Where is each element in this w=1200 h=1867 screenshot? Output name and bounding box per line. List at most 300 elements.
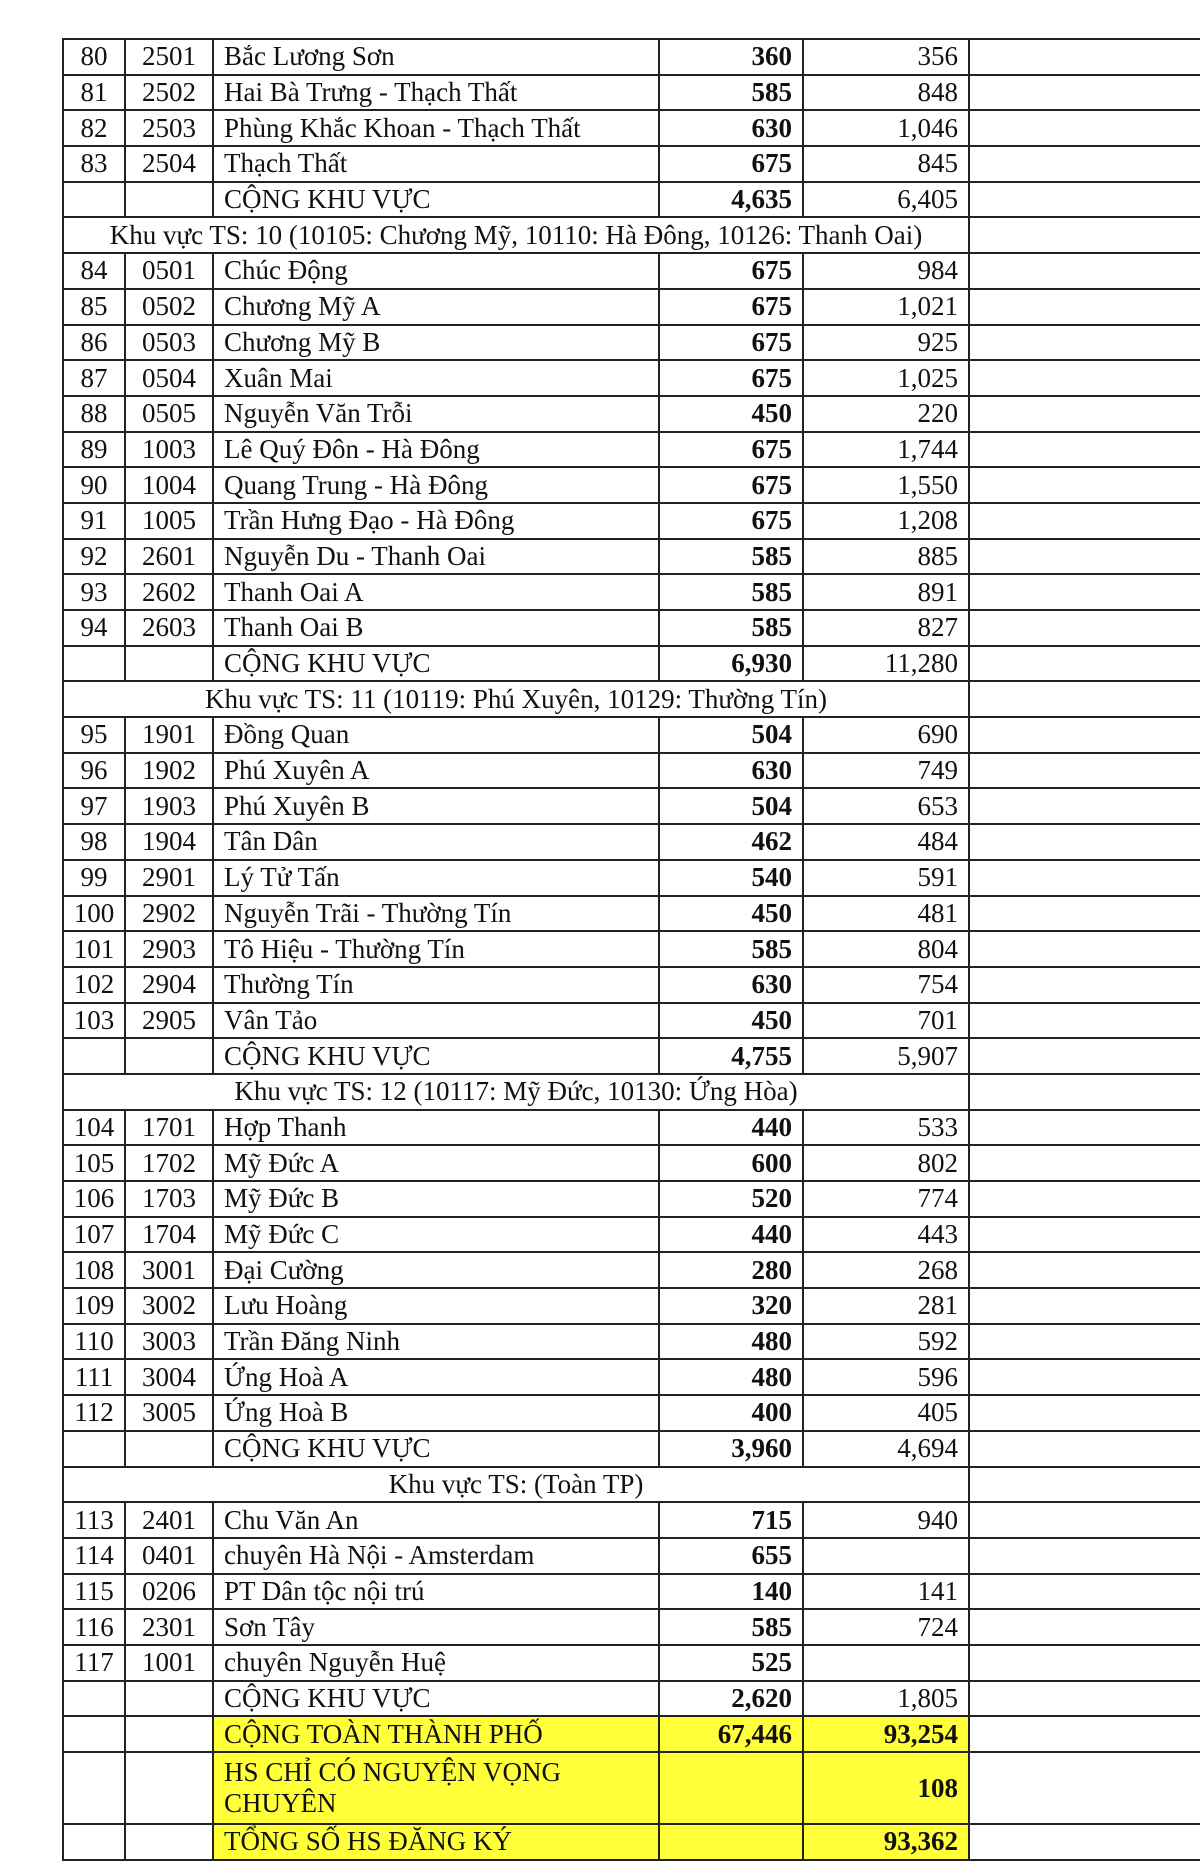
registered-value: 891 bbox=[803, 574, 969, 610]
region-label: Khu vực TS: 11 (10119: Phú Xuyên, 10129: Thường Tín) bbox=[63, 681, 969, 717]
registered-value: 827 bbox=[803, 610, 969, 646]
registered-value: 774 bbox=[803, 1181, 969, 1217]
school-code: 2602 bbox=[125, 574, 213, 610]
row-number: 111 bbox=[63, 1359, 125, 1395]
quota-value: 4,755 bbox=[659, 1038, 803, 1074]
total-label: CỘNG KHU VỰC bbox=[213, 1681, 659, 1717]
school-row bbox=[63, 717, 1200, 753]
quota-value: 675 bbox=[659, 325, 803, 361]
row-number: 93 bbox=[63, 574, 125, 610]
quota-value: 675 bbox=[659, 253, 803, 289]
school-row bbox=[63, 1145, 1200, 1181]
school-name: Ứng Hoà B bbox=[213, 1395, 659, 1431]
registered-value: 1,805 bbox=[803, 1681, 969, 1717]
quota-value: 540 bbox=[659, 860, 803, 896]
empty-cell bbox=[969, 539, 1200, 575]
quota-value: 630 bbox=[659, 110, 803, 146]
empty-cell bbox=[969, 1395, 1200, 1431]
school-row bbox=[63, 610, 1200, 646]
school-code bbox=[125, 1431, 213, 1467]
registered-value: 141 bbox=[803, 1574, 969, 1610]
registered-value: 1,021 bbox=[803, 289, 969, 325]
quota-value: 675 bbox=[659, 503, 803, 539]
empty-cell bbox=[969, 1252, 1200, 1288]
school-code: 1903 bbox=[125, 788, 213, 824]
quota-value: 585 bbox=[659, 1609, 803, 1645]
registered-value: 845 bbox=[803, 146, 969, 182]
school-row bbox=[63, 824, 1200, 860]
school-code: 1901 bbox=[125, 717, 213, 753]
school-code: 2301 bbox=[125, 1609, 213, 1645]
empty-cell bbox=[969, 396, 1200, 432]
region-header-row bbox=[63, 681, 1200, 717]
region-header-row bbox=[63, 1074, 1200, 1110]
registered-value: 591 bbox=[803, 860, 969, 896]
quota-value bbox=[659, 1752, 803, 1824]
empty-cell bbox=[969, 753, 1200, 789]
empty-cell bbox=[969, 1110, 1200, 1146]
school-name: Phú Xuyên B bbox=[213, 788, 659, 824]
school-name: Chúc Động bbox=[213, 253, 659, 289]
school-code: 3003 bbox=[125, 1324, 213, 1360]
empty-cell bbox=[969, 289, 1200, 325]
school-name: Trần Hưng Đạo - Hà Đông bbox=[213, 503, 659, 539]
row-number: 97 bbox=[63, 788, 125, 824]
school-code bbox=[125, 182, 213, 218]
row-number: 99 bbox=[63, 860, 125, 896]
school-row bbox=[63, 1359, 1200, 1395]
quota-value: 585 bbox=[659, 574, 803, 610]
school-code: 2603 bbox=[125, 610, 213, 646]
school-row bbox=[63, 1181, 1200, 1217]
empty-cell bbox=[969, 967, 1200, 1003]
empty-cell bbox=[969, 360, 1200, 396]
row-number: 98 bbox=[63, 824, 125, 860]
quota-value: 280 bbox=[659, 1252, 803, 1288]
quota-value: 462 bbox=[659, 824, 803, 860]
registered-value: 1,208 bbox=[803, 503, 969, 539]
school-code: 1701 bbox=[125, 1110, 213, 1146]
empty-cell bbox=[969, 1288, 1200, 1324]
school-row bbox=[63, 1395, 1200, 1431]
quota-value: 520 bbox=[659, 1181, 803, 1217]
school-name: Thanh Oai A bbox=[213, 574, 659, 610]
empty-cell bbox=[969, 860, 1200, 896]
quota-value: 450 bbox=[659, 1003, 803, 1039]
school-row bbox=[63, 503, 1200, 539]
row-number: 100 bbox=[63, 896, 125, 932]
empty-cell bbox=[969, 1502, 1200, 1538]
registered-value: 1,744 bbox=[803, 432, 969, 468]
quota-value: 504 bbox=[659, 788, 803, 824]
school-code: 3002 bbox=[125, 1288, 213, 1324]
empty-cell bbox=[969, 1609, 1200, 1645]
quota-value: 480 bbox=[659, 1359, 803, 1395]
school-row bbox=[63, 1324, 1200, 1360]
total-label: TỔNG SỐ HS ĐĂNG KÝ bbox=[213, 1824, 659, 1860]
school-code: 0401 bbox=[125, 1538, 213, 1574]
quota-value: 450 bbox=[659, 396, 803, 432]
quota-value: 320 bbox=[659, 1288, 803, 1324]
empty-cell bbox=[969, 39, 1200, 75]
empty-cell bbox=[969, 574, 1200, 610]
registered-value bbox=[803, 1538, 969, 1574]
registered-value: 93,362 bbox=[803, 1824, 969, 1860]
quota-value bbox=[659, 1824, 803, 1860]
empty-cell bbox=[969, 1824, 1200, 1860]
school-code: 1702 bbox=[125, 1145, 213, 1181]
registered-value: 11,280 bbox=[803, 646, 969, 682]
school-name: Lê Quý Đôn - Hà Đông bbox=[213, 432, 659, 468]
school-name: Thạch Thất bbox=[213, 146, 659, 182]
row-number: 96 bbox=[63, 753, 125, 789]
row-number: 80 bbox=[63, 39, 125, 75]
quota-value: 585 bbox=[659, 75, 803, 111]
registered-value: 804 bbox=[803, 931, 969, 967]
school-code: 0501 bbox=[125, 253, 213, 289]
row-number: 109 bbox=[63, 1288, 125, 1324]
row-number: 84 bbox=[63, 253, 125, 289]
registered-value: 1,025 bbox=[803, 360, 969, 396]
school-code: 2504 bbox=[125, 146, 213, 182]
empty-cell bbox=[969, 1467, 1200, 1503]
school-code: 1001 bbox=[125, 1645, 213, 1681]
school-code: 2905 bbox=[125, 1003, 213, 1039]
school-code bbox=[125, 1752, 213, 1824]
registered-value: 754 bbox=[803, 967, 969, 1003]
registered-value: 984 bbox=[803, 253, 969, 289]
registered-value: 749 bbox=[803, 753, 969, 789]
subtotal-row bbox=[63, 1038, 1200, 1074]
registered-value bbox=[803, 1645, 969, 1681]
school-row bbox=[63, 1502, 1200, 1538]
registered-value: 885 bbox=[803, 539, 969, 575]
quota-value: 400 bbox=[659, 1395, 803, 1431]
school-code: 1904 bbox=[125, 824, 213, 860]
empty-cell bbox=[969, 646, 1200, 682]
quota-value: 585 bbox=[659, 931, 803, 967]
school-code bbox=[125, 646, 213, 682]
row-number: 90 bbox=[63, 467, 125, 503]
quota-value: 630 bbox=[659, 967, 803, 1003]
empty-cell bbox=[969, 467, 1200, 503]
total-label: CỘNG KHU VỰC bbox=[213, 1431, 659, 1467]
empty-cell bbox=[969, 1716, 1200, 1752]
region-label: Khu vực TS: 12 (10117: Mỹ Đức, 10130: Ứng Hòa) bbox=[63, 1074, 969, 1110]
school-name: Nguyễn Du - Thanh Oai bbox=[213, 539, 659, 575]
quota-value: 6,930 bbox=[659, 646, 803, 682]
quota-value: 4,635 bbox=[659, 182, 803, 218]
school-row bbox=[63, 860, 1200, 896]
quota-value: 675 bbox=[659, 360, 803, 396]
school-row bbox=[63, 931, 1200, 967]
registered-value: 848 bbox=[803, 75, 969, 111]
school-code: 0504 bbox=[125, 360, 213, 396]
registered-value: 108 bbox=[803, 1752, 969, 1824]
registered-value: 93,254 bbox=[803, 1716, 969, 1752]
quota-value: 2,620 bbox=[659, 1681, 803, 1717]
empty-cell bbox=[969, 1431, 1200, 1467]
school-code: 1704 bbox=[125, 1217, 213, 1253]
registered-value: 802 bbox=[803, 1145, 969, 1181]
row-number: 112 bbox=[63, 1395, 125, 1431]
registered-value: 701 bbox=[803, 1003, 969, 1039]
empty-cell bbox=[969, 1074, 1200, 1110]
subtotal-row bbox=[63, 1431, 1200, 1467]
empty-cell bbox=[969, 1003, 1200, 1039]
total-label: CỘNG TOÀN THÀNH PHỐ bbox=[213, 1716, 659, 1752]
school-code: 2501 bbox=[125, 39, 213, 75]
row-number bbox=[63, 1681, 125, 1717]
school-row bbox=[63, 360, 1200, 396]
empty-cell bbox=[969, 146, 1200, 182]
school-name: Đồng Quan bbox=[213, 717, 659, 753]
school-code: 1004 bbox=[125, 467, 213, 503]
school-row bbox=[63, 896, 1200, 932]
row-number: 114 bbox=[63, 1538, 125, 1574]
school-row bbox=[63, 1110, 1200, 1146]
empty-cell bbox=[969, 896, 1200, 932]
row-number: 88 bbox=[63, 396, 125, 432]
registered-value: 596 bbox=[803, 1359, 969, 1395]
empty-cell bbox=[969, 1538, 1200, 1574]
row-number: 94 bbox=[63, 610, 125, 646]
registered-value: 356 bbox=[803, 39, 969, 75]
empty-cell bbox=[969, 610, 1200, 646]
school-name: Mỹ Đức A bbox=[213, 1145, 659, 1181]
subtotal-row bbox=[63, 646, 1200, 682]
school-name: Sơn Tây bbox=[213, 1609, 659, 1645]
school-name: Mỹ Đức C bbox=[213, 1217, 659, 1253]
school-name: Hai Bà Trưng - Thạch Thất bbox=[213, 75, 659, 111]
row-number: 115 bbox=[63, 1574, 125, 1610]
school-name: Thường Tín bbox=[213, 967, 659, 1003]
school-code: 2503 bbox=[125, 110, 213, 146]
row-number bbox=[63, 1824, 125, 1860]
quota-value: 715 bbox=[659, 1502, 803, 1538]
grand-total-row bbox=[63, 1716, 1200, 1752]
school-row bbox=[63, 1003, 1200, 1039]
school-name: Nguyễn Văn Trỗi bbox=[213, 396, 659, 432]
empty-cell bbox=[969, 681, 1200, 717]
registered-value: 268 bbox=[803, 1252, 969, 1288]
school-name: chuyên Nguyễn Huệ bbox=[213, 1645, 659, 1681]
school-row bbox=[63, 432, 1200, 468]
registered-value: 405 bbox=[803, 1395, 969, 1431]
quota-value: 525 bbox=[659, 1645, 803, 1681]
empty-cell bbox=[969, 717, 1200, 753]
school-name: Hợp Thanh bbox=[213, 1110, 659, 1146]
school-name: Chu Văn An bbox=[213, 1502, 659, 1538]
row-number: 91 bbox=[63, 503, 125, 539]
registered-value: 592 bbox=[803, 1324, 969, 1360]
school-code bbox=[125, 1824, 213, 1860]
empty-cell bbox=[969, 182, 1200, 218]
registered-value: 925 bbox=[803, 325, 969, 361]
quota-value: 600 bbox=[659, 1145, 803, 1181]
school-code: 3005 bbox=[125, 1395, 213, 1431]
school-code: 2401 bbox=[125, 1502, 213, 1538]
registered-value: 484 bbox=[803, 824, 969, 860]
school-row bbox=[63, 1645, 1200, 1681]
row-number bbox=[63, 1038, 125, 1074]
school-code bbox=[125, 1038, 213, 1074]
registered-value: 5,907 bbox=[803, 1038, 969, 1074]
empty-cell bbox=[969, 1038, 1200, 1074]
school-code: 1703 bbox=[125, 1181, 213, 1217]
row-number: 86 bbox=[63, 325, 125, 361]
row-number: 110 bbox=[63, 1324, 125, 1360]
row-number: 82 bbox=[63, 110, 125, 146]
school-row bbox=[63, 325, 1200, 361]
school-name: Vân Tảo bbox=[213, 1003, 659, 1039]
empty-cell bbox=[969, 931, 1200, 967]
registered-value: 1,550 bbox=[803, 467, 969, 503]
school-row bbox=[63, 75, 1200, 111]
region-label: Khu vực TS: (Toàn TP) bbox=[63, 1467, 969, 1503]
school-name: Lý Tử Tấn bbox=[213, 860, 659, 896]
school-row bbox=[63, 467, 1200, 503]
row-number: 92 bbox=[63, 539, 125, 575]
quota-value: 67,446 bbox=[659, 1716, 803, 1752]
row-number: 107 bbox=[63, 1217, 125, 1253]
empty-cell bbox=[969, 824, 1200, 860]
row-number bbox=[63, 1431, 125, 1467]
row-number bbox=[63, 182, 125, 218]
school-name: Tân Dân bbox=[213, 824, 659, 860]
school-name: Ứng Hoà A bbox=[213, 1359, 659, 1395]
row-number: 116 bbox=[63, 1609, 125, 1645]
school-name: Mỹ Đức B bbox=[213, 1181, 659, 1217]
school-row bbox=[63, 1217, 1200, 1253]
quota-value: 360 bbox=[659, 39, 803, 75]
school-code: 3001 bbox=[125, 1252, 213, 1288]
school-name: Trần Đăng Ninh bbox=[213, 1324, 659, 1360]
school-code: 1003 bbox=[125, 432, 213, 468]
registered-value: 481 bbox=[803, 896, 969, 932]
registered-value: 724 bbox=[803, 1609, 969, 1645]
school-code bbox=[125, 1681, 213, 1717]
empty-cell bbox=[969, 1574, 1200, 1610]
quota-value: 675 bbox=[659, 467, 803, 503]
school-code: 1005 bbox=[125, 503, 213, 539]
quota-value: 630 bbox=[659, 753, 803, 789]
school-name: Quang Trung - Hà Đông bbox=[213, 467, 659, 503]
row-number bbox=[63, 646, 125, 682]
school-row bbox=[63, 1288, 1200, 1324]
row-number: 89 bbox=[63, 432, 125, 468]
school-name: Nguyễn Trãi - Thường Tín bbox=[213, 896, 659, 932]
quota-value: 450 bbox=[659, 896, 803, 932]
registered-value: 220 bbox=[803, 396, 969, 432]
school-name: Lưu Hoàng bbox=[213, 1288, 659, 1324]
school-code: 0502 bbox=[125, 289, 213, 325]
school-row bbox=[63, 253, 1200, 289]
subtotal-row bbox=[63, 182, 1200, 218]
school-row bbox=[63, 967, 1200, 1003]
quota-value: 675 bbox=[659, 432, 803, 468]
total-label: CỘNG KHU VỰC bbox=[213, 646, 659, 682]
school-name: Chương Mỹ A bbox=[213, 289, 659, 325]
school-name: Phùng Khắc Khoan - Thạch Thất bbox=[213, 110, 659, 146]
school-row bbox=[63, 1609, 1200, 1645]
table-body bbox=[63, 39, 1200, 1860]
school-name: Xuân Mai bbox=[213, 360, 659, 396]
row-number: 103 bbox=[63, 1003, 125, 1039]
registered-value: 443 bbox=[803, 1217, 969, 1253]
school-row bbox=[63, 146, 1200, 182]
region-header-row bbox=[63, 1467, 1200, 1503]
row-number: 113 bbox=[63, 1502, 125, 1538]
school-name: Bắc Lương Sơn bbox=[213, 39, 659, 75]
school-row bbox=[63, 539, 1200, 575]
row-number: 101 bbox=[63, 931, 125, 967]
school-row bbox=[63, 753, 1200, 789]
school-row bbox=[63, 574, 1200, 610]
school-name: Thanh Oai B bbox=[213, 610, 659, 646]
school-name: PT Dân tộc nội trú bbox=[213, 1574, 659, 1610]
school-code: 1902 bbox=[125, 753, 213, 789]
row-number: 104 bbox=[63, 1110, 125, 1146]
quota-value: 480 bbox=[659, 1324, 803, 1360]
school-name: Chương Mỹ B bbox=[213, 325, 659, 361]
school-code: 3004 bbox=[125, 1359, 213, 1395]
school-code: 2904 bbox=[125, 967, 213, 1003]
row-number: 95 bbox=[63, 717, 125, 753]
quota-value: 675 bbox=[659, 146, 803, 182]
registered-value: 533 bbox=[803, 1110, 969, 1146]
region-label: Khu vực TS: 10 (10105: Chương Mỹ, 10110: Hà Đông, 10126: Thanh Oai) bbox=[63, 217, 969, 253]
school-row bbox=[63, 1252, 1200, 1288]
subtotal-row bbox=[63, 1681, 1200, 1717]
school-row bbox=[63, 39, 1200, 75]
enrollment-table bbox=[62, 38, 1200, 1861]
empty-cell bbox=[969, 1324, 1200, 1360]
registered-value: 653 bbox=[803, 788, 969, 824]
quota-value: 440 bbox=[659, 1217, 803, 1253]
total-label: CỘNG KHU VỰC bbox=[213, 182, 659, 218]
grand-total-row bbox=[63, 1752, 1200, 1824]
quota-value: 655 bbox=[659, 1538, 803, 1574]
registered-value: 940 bbox=[803, 1502, 969, 1538]
total-label: CỘNG KHU VỰC bbox=[213, 1038, 659, 1074]
row-number: 87 bbox=[63, 360, 125, 396]
quota-value: 504 bbox=[659, 717, 803, 753]
empty-cell bbox=[969, 1217, 1200, 1253]
empty-cell bbox=[969, 217, 1200, 253]
empty-cell bbox=[969, 503, 1200, 539]
school-row bbox=[63, 396, 1200, 432]
row-number bbox=[63, 1752, 125, 1824]
row-number: 106 bbox=[63, 1181, 125, 1217]
quota-value: 440 bbox=[659, 1110, 803, 1146]
empty-cell bbox=[969, 432, 1200, 468]
empty-cell bbox=[969, 1181, 1200, 1217]
school-row bbox=[63, 788, 1200, 824]
empty-cell bbox=[969, 1145, 1200, 1181]
row-number bbox=[63, 1716, 125, 1752]
school-name: chuyên Hà Nội - Amsterdam bbox=[213, 1538, 659, 1574]
empty-cell bbox=[969, 75, 1200, 111]
registered-value: 690 bbox=[803, 717, 969, 753]
school-name: Đại Cường bbox=[213, 1252, 659, 1288]
registered-value: 6,405 bbox=[803, 182, 969, 218]
empty-cell bbox=[969, 1752, 1200, 1824]
school-code: 2601 bbox=[125, 539, 213, 575]
quota-value: 140 bbox=[659, 1574, 803, 1610]
grand-total-row bbox=[63, 1824, 1200, 1860]
school-row bbox=[63, 1538, 1200, 1574]
